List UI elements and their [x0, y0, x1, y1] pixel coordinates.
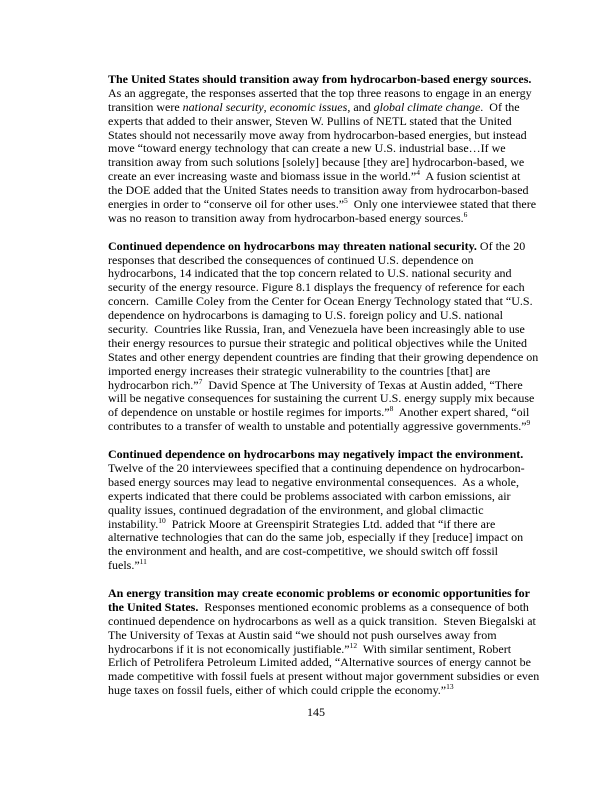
body-text: David Spence at The University of Texas at Austin added, “There [202, 377, 523, 392]
footnote-marker: 8 [389, 404, 394, 414]
text-line [108, 115, 528, 129]
text-line [108, 655, 531, 670]
body-text: the DOE added that the United States needs to transition away from hydrocarbon-based [108, 183, 529, 198]
text-line [108, 490, 528, 504]
paragraph [108, 238, 539, 434]
footnote-marker: 7 [198, 376, 203, 386]
text-line [108, 267, 528, 281]
body-text: With similar sentiment, Robert [357, 641, 512, 656]
emphasis-text: global climate change [373, 99, 481, 114]
body-text: transition were [108, 99, 183, 114]
body-text: As an aggregate, the responses asserted that the top three reasons to engage in an energy [108, 85, 532, 100]
text-line [108, 72, 532, 87]
body-text: based energy sources may lead to negative environmental consequences. As a whole, [108, 474, 519, 489]
body-text: transition away from such solutions [solely] because [they are] hydrocarbon-based, we [108, 155, 525, 170]
body-text: Erlich of Petrolifera Petroleum Limited added, “Alternative sources of energy cannot be [108, 655, 531, 670]
text-line [108, 101, 528, 115]
body-text: Of the 20 [476, 238, 526, 253]
text-line [108, 254, 528, 268]
text-line [108, 170, 528, 184]
text-line [108, 240, 528, 254]
body-text: will be negative consequences for sustaining the current U.S. energy supply mix because [108, 391, 535, 406]
body-text: of dependence on unstable or hostile regimes for imports.” [108, 405, 390, 420]
body-text: experts indicated that there could be problems associated with carbon emissions, air [108, 488, 511, 503]
body-text: contributes to a transfer of wealth to unstable and potentially aggressive governments.” [108, 419, 527, 434]
body-text: instability. [108, 516, 159, 531]
text-line [108, 545, 528, 559]
text-line [108, 337, 528, 351]
text-line [108, 129, 528, 143]
body-text: made competitive with fossil fuels at present without major government subsidies or even [108, 669, 540, 684]
body-text: huge taxes on fossil fuels, either of which could cripple the economy.” [108, 683, 447, 698]
body-text: fuels.” [108, 558, 140, 573]
paragraph [108, 72, 537, 226]
document-body [108, 72, 540, 712]
body-text: responses that described the consequences of continued U.S. dependence on [108, 252, 474, 267]
text-line [108, 309, 528, 323]
footnote-marker: 4 [416, 168, 420, 178]
paragraph [108, 585, 540, 698]
text-line [108, 629, 528, 643]
body-text: security. Countries like Russia, Iran, and Venezuela have been increasingly able to use [108, 322, 525, 337]
body-text: Only one interviewee stated that there [347, 197, 537, 212]
text-line [108, 209, 528, 226]
body-text: Responses mentioned economic problems as a consequence of both [198, 599, 529, 614]
text-line [108, 294, 533, 309]
body-text: A fusion scientist at [419, 169, 521, 184]
section-heading: Continued dependence on hydrocarbons may threaten national security. [108, 238, 477, 253]
text-line [108, 476, 528, 490]
body-text: The University of Texas at Austin said “we should not push ourselves away from [108, 627, 497, 642]
body-text: the environment and health, and are cost-competitive, we should switch off fossil [108, 544, 499, 559]
body-text: hydrocarbons if it is not economically justifiable.” [108, 641, 350, 656]
body-text: alternative technologies that can do the same job, especially if they [reduce] impact on [108, 530, 524, 545]
text-line [108, 281, 528, 295]
text-line [108, 531, 528, 545]
footnote-marker: 9 [526, 418, 531, 428]
text-line [108, 613, 536, 629]
text-line [108, 365, 528, 379]
body-text: . Of the [480, 99, 520, 114]
emphasis-text: economic issues [269, 99, 348, 114]
footnote-marker: 12 [349, 640, 358, 650]
text-line [108, 323, 528, 337]
text-line [108, 349, 539, 365]
footnote-marker: 11 [139, 557, 147, 567]
footnote-marker: 10 [158, 515, 166, 525]
footnote-marker: 13 [446, 682, 454, 692]
section-heading: the United States. [108, 599, 199, 614]
text-line [108, 640, 528, 657]
body-text: Patrick Moore at Greenspirit Strategies Ltd. added that “if there are [165, 516, 496, 531]
body-text: , and [347, 99, 374, 114]
text-line [108, 601, 528, 615]
footnote-marker: 6 [463, 209, 468, 219]
body-text: continued dependence on hydrocarbons as well as a quick transition. Steven Biegalski at [108, 613, 536, 628]
body-text: States and other energy dependent countries are finding that their growing dependence on [108, 349, 539, 364]
body-text: , [263, 99, 270, 114]
text-line [108, 684, 528, 698]
body-text: their energy resources to pursue their strategic and political objectives while the United [108, 335, 527, 350]
body-text: dependence on hydrocarbons is damaging to U.S. foreign policy and U.S. national [108, 308, 503, 323]
body-text: concern. Camille Coley from the Center for Ocean Energy Technology stated that “U.S. [108, 294, 533, 309]
body-text: move “toward energy technology that can create a new U.S. industrial base…If we [108, 141, 506, 156]
paragraph [108, 448, 528, 573]
text-line [108, 184, 528, 198]
body-text: was no reason to transition away from hydrocarbon-based energy sources. [108, 210, 464, 225]
text-line [108, 559, 528, 573]
text-line [108, 85, 532, 101]
text-line [108, 376, 528, 393]
body-text: States should not necessarily move away from hydrocarbon-based energies, but instead [108, 127, 527, 142]
page-number: 145 [307, 705, 325, 719]
body-text: energies in order to “conserve oil for other uses.” [108, 197, 345, 212]
body-text: imported energy increases their strategic vulnerability to the countries [that] are [108, 363, 491, 378]
section-heading: An energy transition may create economic problems or economic opportunities for [108, 585, 530, 600]
footnote-marker: 5 [344, 196, 348, 206]
text-line [108, 418, 531, 434]
body-text: hydrocarbon rich.” [108, 377, 199, 392]
text-line [108, 515, 528, 532]
body-text: experts that added to their answer, Steven W. Pullins of NETL stated that the United [108, 113, 512, 128]
text-line [108, 142, 528, 156]
text-line [108, 448, 528, 462]
body-text: Another expert shared, “oil [393, 405, 530, 420]
body-text: security of the energy resource. Figure 8.1 displays the frequency of reference for each [108, 280, 525, 295]
body-text: Twelve of the 20 interviewees specified that a continuing dependence on hydrocarbon- [108, 460, 525, 475]
text-line [108, 462, 528, 476]
text-line [108, 504, 528, 518]
body-text: create an ever increasing waste and biomass issue in the world.” [108, 169, 417, 184]
section-heading: Continued dependence on hydrocarbons may negatively impact the environment. [108, 447, 524, 462]
text-line [108, 587, 528, 601]
section-heading: The United States should transition away from hydrocarbon-based energy sources. [108, 72, 532, 86]
body-text: quality issues, continued degradation of the environment, and global climactic [108, 502, 484, 517]
emphasis-text: national security [182, 99, 264, 114]
body-text: hydrocarbons, 14 indicated that the top concern related to U.S. national security and [108, 266, 512, 281]
